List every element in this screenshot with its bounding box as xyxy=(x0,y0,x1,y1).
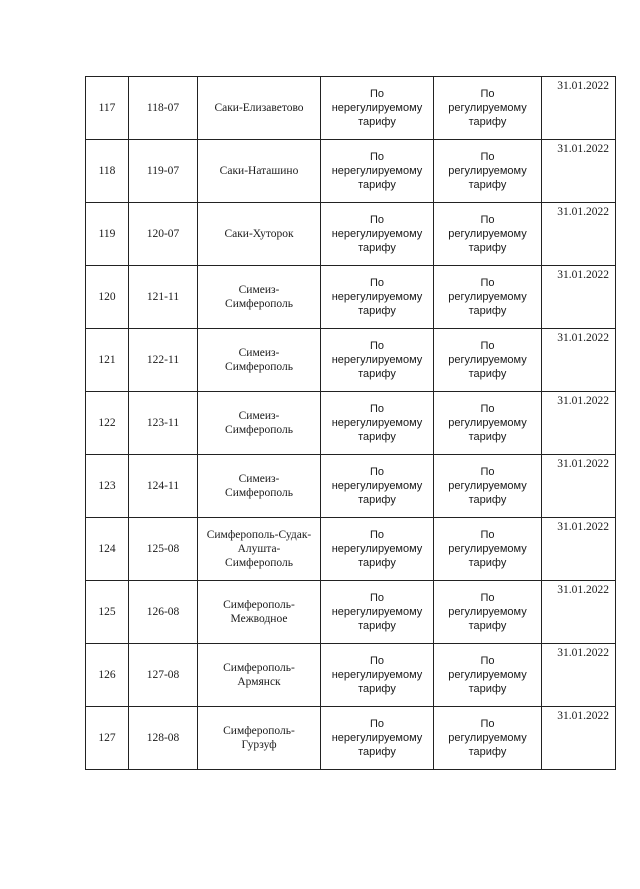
change-date: 31.01.2022 xyxy=(542,266,616,329)
route-code: 128-08 xyxy=(129,707,198,770)
tariff-regulated: По регулируемому тарифу xyxy=(434,392,542,455)
table-row xyxy=(86,77,616,140)
tariff-unregulated: По нерегулируемому тарифу xyxy=(321,77,434,140)
table-row xyxy=(86,392,616,455)
row-number: 124 xyxy=(86,518,129,581)
route-name: Саки-Наташино xyxy=(198,140,321,203)
row-number: 123 xyxy=(86,455,129,518)
tariff-regulated: По регулируемому тарифу xyxy=(434,266,542,329)
route-name: Симферополь- Гурзуф xyxy=(198,707,321,770)
route-name: Симферополь- Армянск xyxy=(198,644,321,707)
row-number: 121 xyxy=(86,329,129,392)
row-number: 118 xyxy=(86,140,129,203)
row-number: 127 xyxy=(86,707,129,770)
tariff-regulated: По регулируемому тарифу xyxy=(434,644,542,707)
row-number: 117 xyxy=(86,77,129,140)
tariff-regulated: По регулируемому тарифу xyxy=(434,77,542,140)
table-row xyxy=(86,329,616,392)
route-code: 118-07 xyxy=(129,77,198,140)
change-date: 31.01.2022 xyxy=(542,203,616,266)
route-name: Симеиз- Симферополь xyxy=(198,266,321,329)
table-row xyxy=(86,266,616,329)
tariff-regulated: По регулируемому тарифу xyxy=(434,518,542,581)
change-date: 31.01.2022 xyxy=(542,455,616,518)
route-code: 126-08 xyxy=(129,581,198,644)
route-name: Симферополь-Судак- Алушта- Симферополь xyxy=(198,518,321,581)
route-code: 121-11 xyxy=(129,266,198,329)
tariff-regulated: По регулируемому тарифу xyxy=(434,329,542,392)
row-number: 119 xyxy=(86,203,129,266)
route-name: Симеиз- Симферополь xyxy=(198,455,321,518)
route-name: Симеиз- Симферополь xyxy=(198,329,321,392)
route-code: 124-11 xyxy=(129,455,198,518)
table-row xyxy=(86,455,616,518)
tariff-unregulated: По нерегулируемому тарифу xyxy=(321,266,434,329)
row-number: 126 xyxy=(86,644,129,707)
tariff-unregulated: По нерегулируемому тарифу xyxy=(321,329,434,392)
route-code: 123-11 xyxy=(129,392,198,455)
tariff-unregulated: По нерегулируемому тарифу xyxy=(321,707,434,770)
change-date: 31.01.2022 xyxy=(542,518,616,581)
route-name: Симеиз- Симферополь xyxy=(198,392,321,455)
change-date: 31.01.2022 xyxy=(542,392,616,455)
tariff-regulated: По регулируемому тарифу xyxy=(434,581,542,644)
route-code: 120-07 xyxy=(129,203,198,266)
routes-table xyxy=(85,76,616,770)
route-name: Саки-Хуторок xyxy=(198,203,321,266)
tariff-regulated: По регулируемому тарифу xyxy=(434,455,542,518)
row-number: 120 xyxy=(86,266,129,329)
route-code: 119-07 xyxy=(129,140,198,203)
change-date: 31.01.2022 xyxy=(542,581,616,644)
tariff-unregulated: По нерегулируемому тарифу xyxy=(321,455,434,518)
change-date: 31.01.2022 xyxy=(542,707,616,770)
route-code: 127-08 xyxy=(129,644,198,707)
tariff-unregulated: По нерегулируемому тарифу xyxy=(321,203,434,266)
table-row xyxy=(86,644,616,707)
row-number: 122 xyxy=(86,392,129,455)
change-date: 31.01.2022 xyxy=(542,329,616,392)
route-code: 125-08 xyxy=(129,518,198,581)
change-date: 31.01.2022 xyxy=(542,644,616,707)
row-number: 125 xyxy=(86,581,129,644)
change-date: 31.01.2022 xyxy=(542,77,616,140)
tariff-unregulated: По нерегулируемому тарифу xyxy=(321,581,434,644)
table-row xyxy=(86,140,616,203)
tariff-regulated: По регулируемому тарифу xyxy=(434,140,542,203)
table-row xyxy=(86,518,616,581)
tariff-regulated: По регулируемому тарифу xyxy=(434,707,542,770)
route-name: Саки-Елизаветово xyxy=(198,77,321,140)
change-date: 31.01.2022 xyxy=(542,140,616,203)
table-row xyxy=(86,581,616,644)
tariff-unregulated: По нерегулируемому тарифу xyxy=(321,644,434,707)
table-row xyxy=(86,707,616,770)
route-code: 122-11 xyxy=(129,329,198,392)
tariff-regulated: По регулируемому тарифу xyxy=(434,203,542,266)
tariff-unregulated: По нерегулируемому тарифу xyxy=(321,392,434,455)
tariff-unregulated: По нерегулируемому тарифу xyxy=(321,518,434,581)
table-row xyxy=(86,203,616,266)
route-name: Симферополь- Межводное xyxy=(198,581,321,644)
tariff-unregulated: По нерегулируемому тарифу xyxy=(321,140,434,203)
